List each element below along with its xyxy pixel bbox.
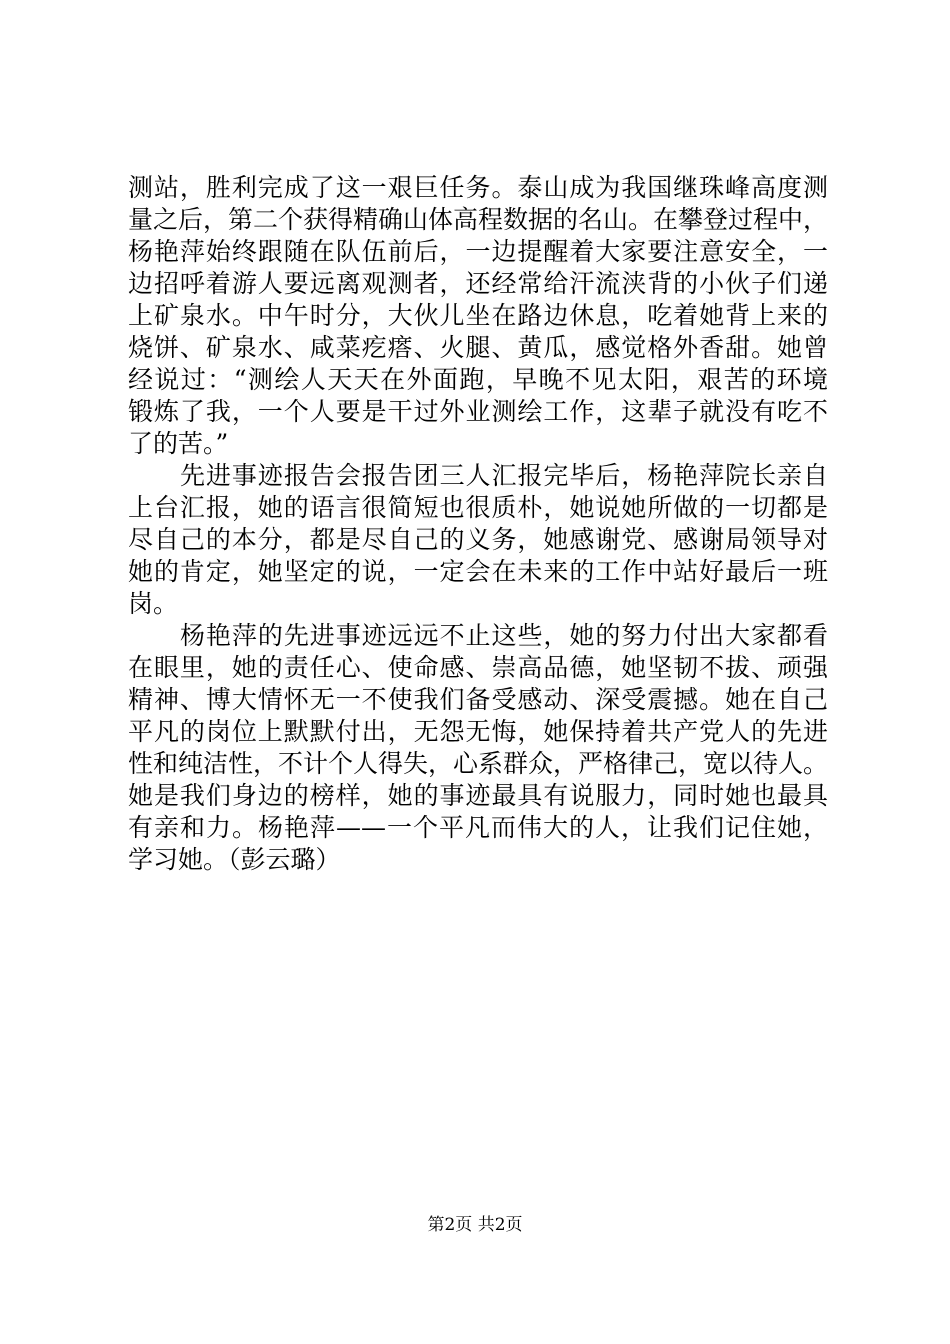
text-line: 锻炼了我，一个人要是干过外业测绘工作，这辈子就没有吃不 xyxy=(128,397,828,426)
text-line: 量之后，第二个获得精确山体高程数据的名山。在攀登过程中， xyxy=(128,205,829,234)
page-number-footer: 第2页 共2页 xyxy=(427,1215,523,1235)
text-line: 杨艳萍始终跟随在队伍前后，一边提醒着大家要注意安全，一 xyxy=(128,237,828,266)
document-body xyxy=(128,172,828,876)
text-line: 性和纯洁性，不计个人得失，心系群众，严格律己，宽以待人。 xyxy=(128,749,829,778)
text-line: 先进事迹报告会报告团三人汇报完毕后，杨艳萍院长亲自 xyxy=(180,461,828,490)
text-line: 她是我们身边的榜样，她的事迹最具有说服力，同时她也最具 xyxy=(128,781,828,810)
text-line: 有亲和力。杨艳萍——一个平凡而伟大的人，让我们记住她， xyxy=(128,813,828,842)
text-line: 经说过：“测绘人天天在外面跑，早晚不见太阳，艰苦的环境 xyxy=(128,365,828,394)
text-line: 了的苦。” xyxy=(128,429,229,458)
text-line: 学习她。（彭云璐） xyxy=(128,845,341,874)
paragraph xyxy=(128,172,828,460)
text-line: 上台汇报，她的语言很简短也很质朴，她说她所做的一切都是 xyxy=(128,493,828,522)
text-line: 烧饼、矿泉水、咸菜疙瘩、火腿、黄瓜，感觉格外香甜。她曾 xyxy=(128,333,828,362)
text-line: 杨艳萍的先进事迹远远不止这些，她的努力付出大家都看 xyxy=(180,621,828,650)
text-line: 在眼里，她的责任心、使命感、崇高品德，她坚韧不拔、顽强 xyxy=(128,653,828,682)
paragraph xyxy=(128,460,828,620)
paragraph xyxy=(128,620,828,876)
text-line: 精神、博大情怀无一不使我们备受感动、深受震撼。她在自己 xyxy=(128,685,828,714)
text-line: 边招呼着游人要远离观测者，还经常给汗流浃背的小伙子们递 xyxy=(128,269,828,298)
text-line: 平凡的岗位上默默付出，无怨无悔，她保持着共产党人的先进 xyxy=(128,717,828,746)
text-line: 上矿泉水。中午时分，大伙儿坐在路边休息，吃着她背上来的 xyxy=(128,301,828,330)
text-line: 她的肯定，她坚定的说，一定会在未来的工作中站好最后一班 xyxy=(128,557,828,586)
text-line: 尽自己的本分，都是尽自己的义务，她感谢党、感谢局领导对 xyxy=(128,525,828,554)
text-line: 岗。 xyxy=(128,589,179,618)
text-line: 测站，胜利完成了这一艰巨任务。泰山成为我国继珠峰高度测 xyxy=(128,173,828,202)
